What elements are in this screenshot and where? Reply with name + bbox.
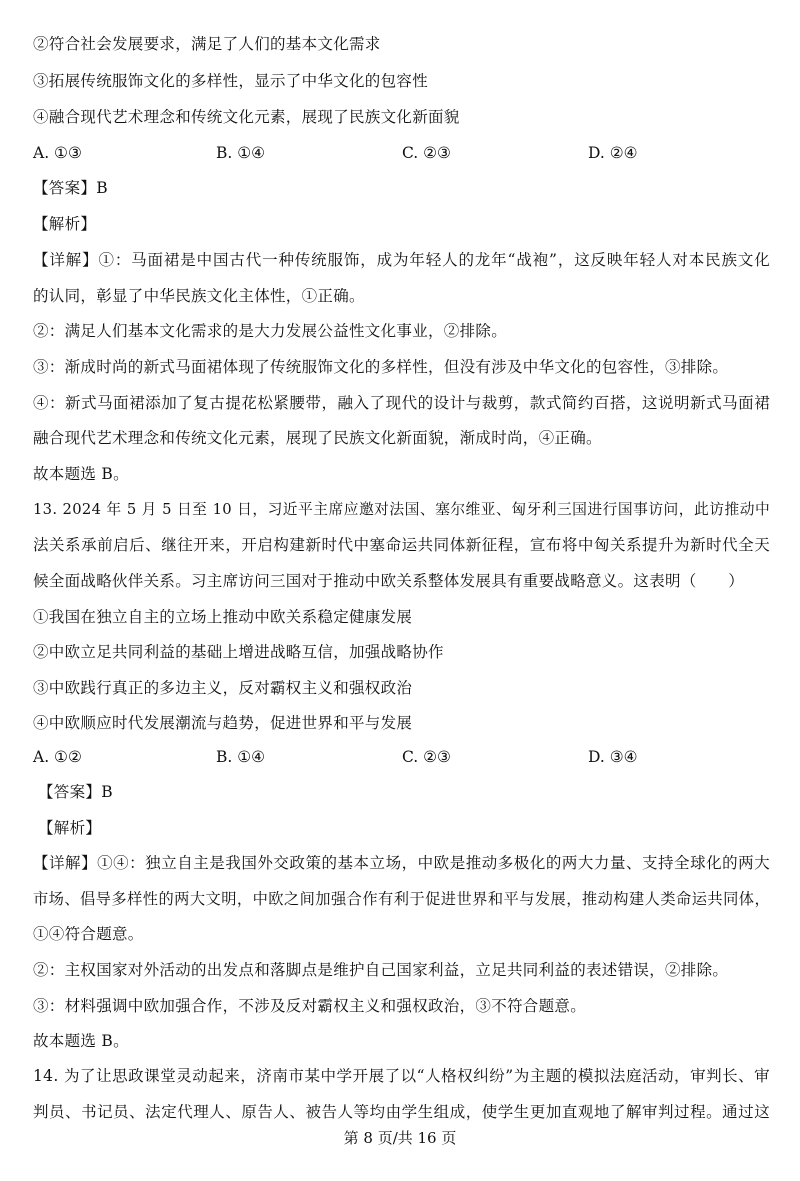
q13-detail-1b: 市场、倡导多样性的两大文明，中欧之间加强合作有利于促进世界和平与发展，推动构建人类命运共同体， xyxy=(33,890,770,908)
q13-option-b: B. ①④ xyxy=(216,748,266,766)
q12-statement-2: ②符合社会发展要求，满足了人们的基本文化需求 xyxy=(33,35,381,53)
q12-statement-4: ④融合现代艺术理念和传统文化元素，展现了民族文化新面貌 xyxy=(33,108,460,126)
q13-statement-4: ④中欧顺应时代发展潮流与趋势，促进世界和平与发展 xyxy=(33,714,413,732)
q13-option-a: A. ①② xyxy=(33,748,82,766)
q13-detail-2: ②：主权国家对外活动的出发点和落脚点是维护自己国家利益，立足共同利益的表述错误，②排除。 xyxy=(33,961,729,979)
q12-detail-1b: 的认同，彰显了中华民族文化主体性，①正确。 xyxy=(33,287,365,305)
q12-detail-4a: ④：新式马面裙添加了复古提花松紧腰带，融入了现代的设计与裁剪，款式简约百搭，这说明新式马面裙 xyxy=(33,394,770,412)
q13-statement-1: ①我国在独立自主的立场上推动中欧关系稳定健康发展 xyxy=(33,608,413,626)
q13-detail-1c: ①④符合题意。 xyxy=(33,925,144,943)
q13-answer: 【答案】B xyxy=(38,783,113,801)
q12-detail-3: ③：渐成时尚的新式马面裙体现了传统服饰文化的多样性，但没有涉及中华文化的包容性，③排除。 xyxy=(33,358,729,376)
q13-stem-1: 13. 2024 年 5 月 5 日至 10 日，习近平主席应邀对法国、塞尔维亚、匈牙利三国进行国事访问，此访推动中 xyxy=(33,501,770,518)
q12-option-a: A. ①③ xyxy=(33,144,82,162)
q13-statement-2: ②中欧立足共同利益的基础上增进战略互信，加强战略协作 xyxy=(33,643,444,661)
q12-statement-3: ③拓展传统服饰文化的多样性，显示了中华文化的包容性 xyxy=(33,72,429,90)
q14-stem-2: 判员、书记员、法定代理人、原告人、被告人等均由学生组成，使学生更加直观地了解审判过程。通过这 xyxy=(33,1103,770,1121)
q13-option-d: D. ③④ xyxy=(588,748,638,766)
q12-detail-2: ②：满足人们基本文化需求的是大力发展公益性文化事业，②排除。 xyxy=(33,322,508,340)
q12-analysis-label: 【解析】 xyxy=(33,215,97,233)
q12-answer: 【答案】B xyxy=(33,179,108,197)
q12-option-c: C. ②③ xyxy=(402,144,451,162)
q13-conclusion: 故本题选 B。 xyxy=(33,1032,129,1050)
q13-analysis-label: 【解析】 xyxy=(38,819,102,837)
q12-detail-1a: 【详解】①：马面裙是中国古代一种传统服饰，成为年轻人的龙年“战袍”，这反映年轻人对本民族文化 xyxy=(33,251,770,269)
q13-stem-3: 候全面战略伙伴关系。习主席访问三国对于推动中欧关系整体发展具有重要战略意义。这表明（ ） xyxy=(33,572,745,590)
q12-detail-4b: 融合现代艺术理念和传统文化元素，展现了民族文化新面貌，渐成时尚，④正确。 xyxy=(33,429,602,447)
page-number-footer: 第 8 页/共 16 页 xyxy=(343,1129,457,1147)
q12-conclusion: 故本题选 B。 xyxy=(33,465,129,483)
q13-detail-1a: 【详解】①④：独立自主是我国外交政策的基本立场，中欧是推动多极化的两大力量、支持全球化的两大 xyxy=(33,854,770,872)
q13-stem-2: 法关系承前启后、继往开来，开启构建新时代中塞命运共同体新征程，宣布将中匈关系提升为新时代全天 xyxy=(33,536,770,554)
q12-option-b: B. ①④ xyxy=(216,144,266,162)
q12-option-d: D. ②④ xyxy=(588,144,638,162)
q13-detail-3: ③：材料强调中欧加强合作，不涉及反对霸权主义和强权政治，③不符合题意。 xyxy=(33,997,587,1015)
q13-option-c: C. ②③ xyxy=(402,748,451,766)
q14-stem-1: 14. 为了让思政课堂灵动起来，济南市某中学开展了以“人格权纠纷”为主题的模拟法庭活动，审判长、审 xyxy=(33,1067,770,1085)
q13-statement-3: ③中欧践行真正的多边主义，反对霸权主义和强权政治 xyxy=(33,679,413,697)
